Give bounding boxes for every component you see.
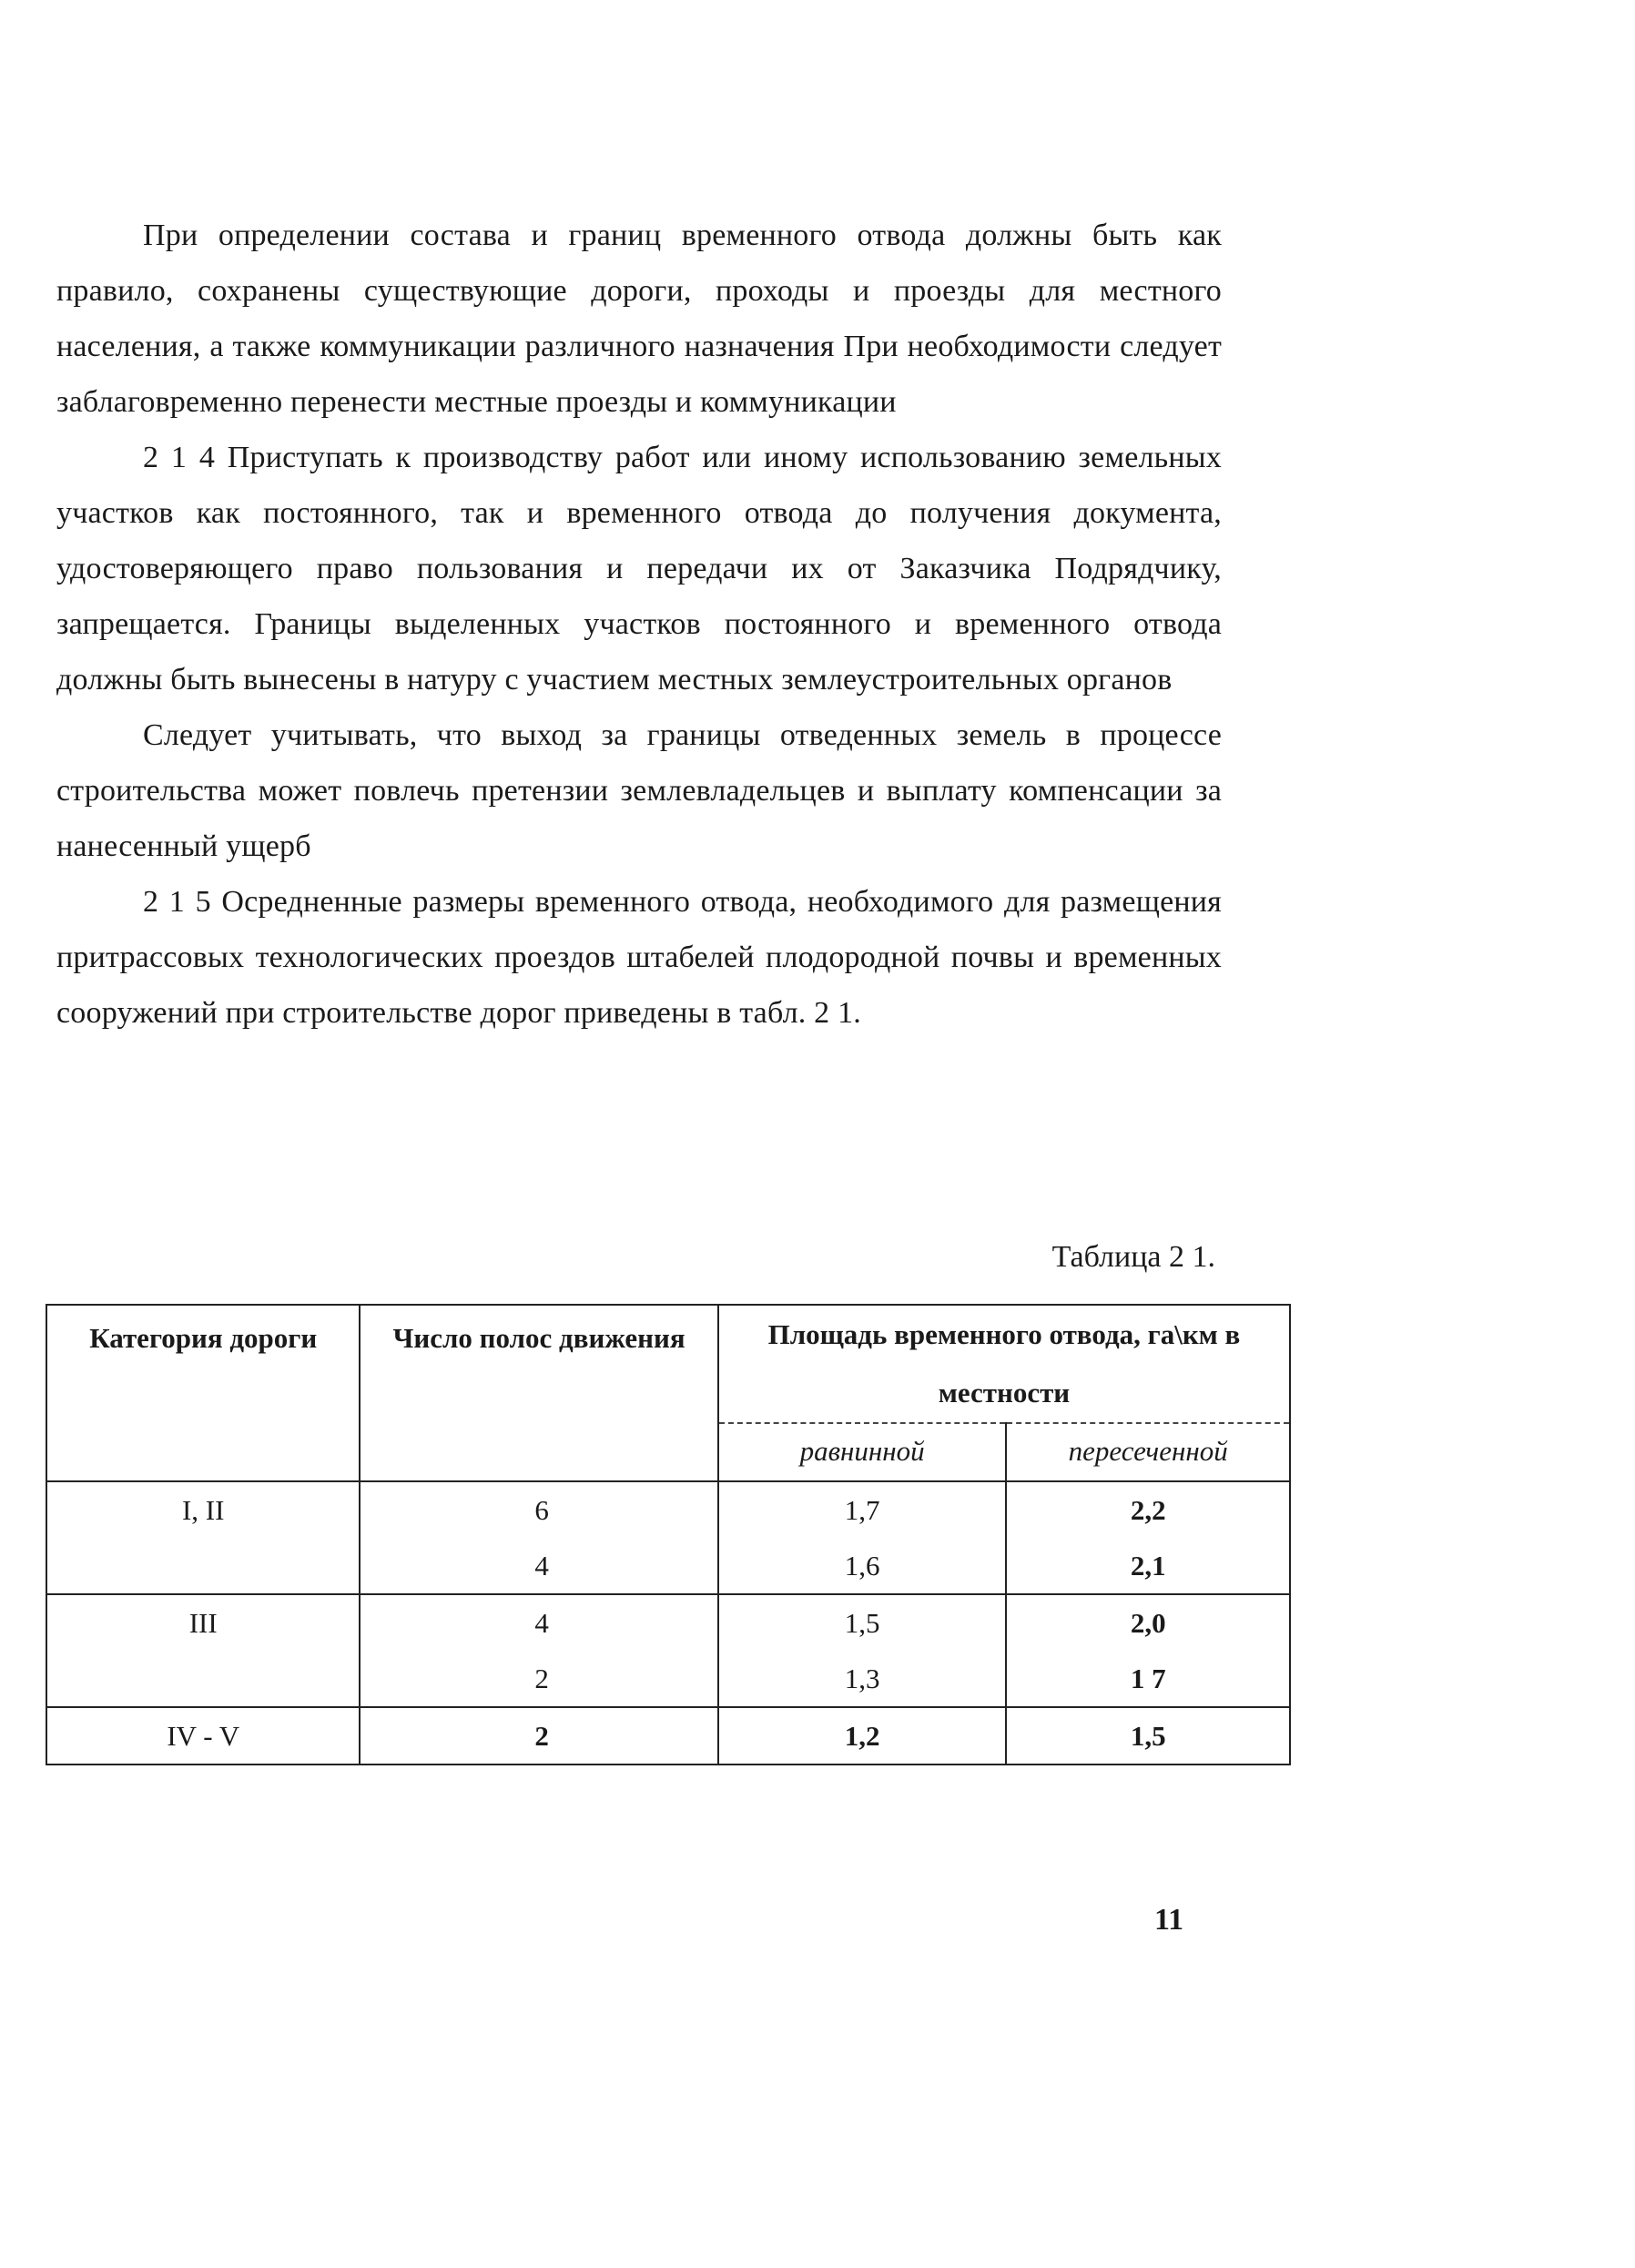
cell-lanes: 6 bbox=[360, 1481, 717, 1538]
cell-lanes: 4 bbox=[360, 1538, 717, 1594]
cell-lanes: 4 bbox=[360, 1594, 717, 1651]
cell-flat: 1,3 bbox=[718, 1651, 1006, 1707]
temporary-allotment-table bbox=[46, 1304, 1291, 1765]
body-text bbox=[56, 208, 1222, 1041]
header-area: Площадь временного отвода, га\км в местности bbox=[718, 1305, 1290, 1423]
table-row bbox=[46, 1481, 1290, 1538]
header-flat-terrain: равнинной bbox=[718, 1423, 1006, 1481]
table-row bbox=[46, 1538, 1290, 1594]
cell-rugged: 2,2 bbox=[1006, 1481, 1290, 1538]
cell-rugged: 2,0 bbox=[1006, 1594, 1290, 1651]
cell-flat: 1,2 bbox=[718, 1707, 1006, 1765]
cell-flat: 1,7 bbox=[718, 1481, 1006, 1538]
cell-lanes: 2 bbox=[360, 1651, 717, 1707]
cell-category bbox=[46, 1538, 360, 1594]
page-number: 11 bbox=[1154, 1903, 1184, 1937]
table-row bbox=[46, 1651, 1290, 1707]
table-row bbox=[46, 1707, 1290, 1765]
cell-category: I, II bbox=[46, 1481, 360, 1538]
cell-lanes: 2 bbox=[360, 1707, 717, 1765]
cell-rugged: 1 7 bbox=[1006, 1651, 1290, 1707]
table-row bbox=[46, 1594, 1290, 1651]
cell-category: IV - V bbox=[46, 1707, 360, 1765]
cell-category bbox=[46, 1651, 360, 1707]
cell-flat: 1,5 bbox=[718, 1594, 1006, 1651]
cell-category: III bbox=[46, 1594, 360, 1651]
cell-rugged: 2,1 bbox=[1006, 1538, 1290, 1594]
paragraph-2-1-4: 2 1 4 Приступать к производству работ или иному использованию земельных участков как постоянного, так и временного отвода до получения документа, удостоверяющего право пользования и передачи их от Заказчика Подрядчику, запрещается. Границы выделенных участков постоянного и временного отвода должны быть вынесены в натуру с участием местных землеустроительных органов bbox=[56, 441, 1222, 697]
paragraph-compensation: Следует учитывать, что выход за границы отведенных земель в процессе строительства может повлечь претензии землевладельцев и выплату компенсации за нанесенный ущерб bbox=[56, 718, 1222, 863]
cell-rugged: 1,5 bbox=[1006, 1707, 1290, 1765]
header-road-category: Категория дороги bbox=[46, 1305, 360, 1481]
header-rugged-terrain: пересеченной bbox=[1006, 1423, 1290, 1481]
paragraph-2-1-5: 2 1 5 Осредненные размеры временного отвода, необходимого для размещения притрассовых технологических проездов штабелей плодородной почвы и временных сооружений при строительстве дорог приведены в табл. 2 1. bbox=[56, 885, 1222, 1030]
header-lanes: Число полос движения bbox=[360, 1305, 717, 1481]
paragraph-temporary-allotment-boundaries: При определении состава и границ временного отвода должны быть как правило, сохранены существующие дороги, проходы и проезды для местного населения, а также коммуникации различного назначения При необходимости следует заблаговременно перенести местные проезды и коммуникации bbox=[56, 219, 1222, 419]
cell-flat: 1,6 bbox=[718, 1538, 1006, 1594]
table-caption: Таблица 2 1. bbox=[1051, 1240, 1215, 1274]
